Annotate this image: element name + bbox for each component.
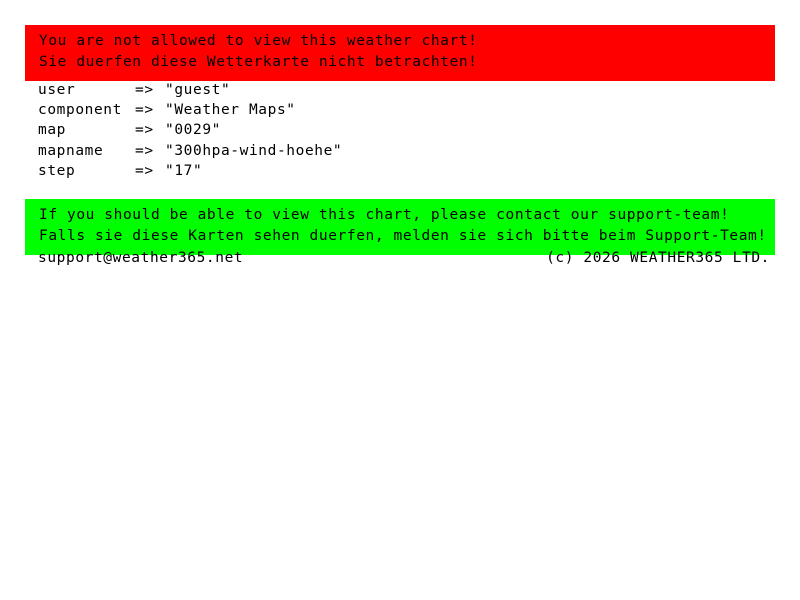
request-parameters (38, 80, 342, 181)
parameter-key: step (38, 162, 76, 179)
parameter-value: "17" (165, 162, 203, 179)
parameter-key: user (38, 82, 76, 98)
parameter-key: map (38, 122, 66, 139)
parameter-value: "guest" (165, 82, 231, 98)
parameter-row (38, 141, 342, 161)
parameter-row (38, 161, 342, 181)
parameter-row (38, 100, 342, 120)
copyright-notice: (c) 2026 WEATHER365 LTD. (546, 250, 770, 266)
parameter-row (38, 120, 342, 140)
support-banner (25, 199, 775, 255)
support-email-link[interactable]: support@weather365.net (38, 250, 244, 266)
error-message-german: Sie duerfen diese Wetterkarte nicht betrachten! (39, 54, 478, 70)
parameter-value: "300hpa-wind-hoehe" (165, 142, 343, 159)
support-message-english: If you should be able to view this chart, please contact our support-team! (39, 207, 730, 223)
parameter-arrow: => (135, 102, 154, 119)
page-footer (38, 250, 770, 266)
parameter-arrow: => (135, 82, 154, 98)
parameter-key: mapname (38, 142, 104, 159)
error-message-english: You are not allowed to view this weather chart! (39, 33, 478, 49)
parameter-arrow: => (135, 142, 154, 159)
parameter-value: "Weather Maps" (165, 102, 296, 119)
parameter-arrow: => (135, 162, 154, 179)
support-message-german: Falls sie diese Karten sehen duerfen, melden sie sich bitte beim Support-Team! (39, 228, 767, 244)
parameter-key: component (38, 102, 122, 119)
parameter-arrow: => (135, 122, 154, 139)
error-banner (25, 25, 775, 81)
parameter-value: "0029" (165, 122, 221, 139)
parameter-row (38, 80, 342, 100)
